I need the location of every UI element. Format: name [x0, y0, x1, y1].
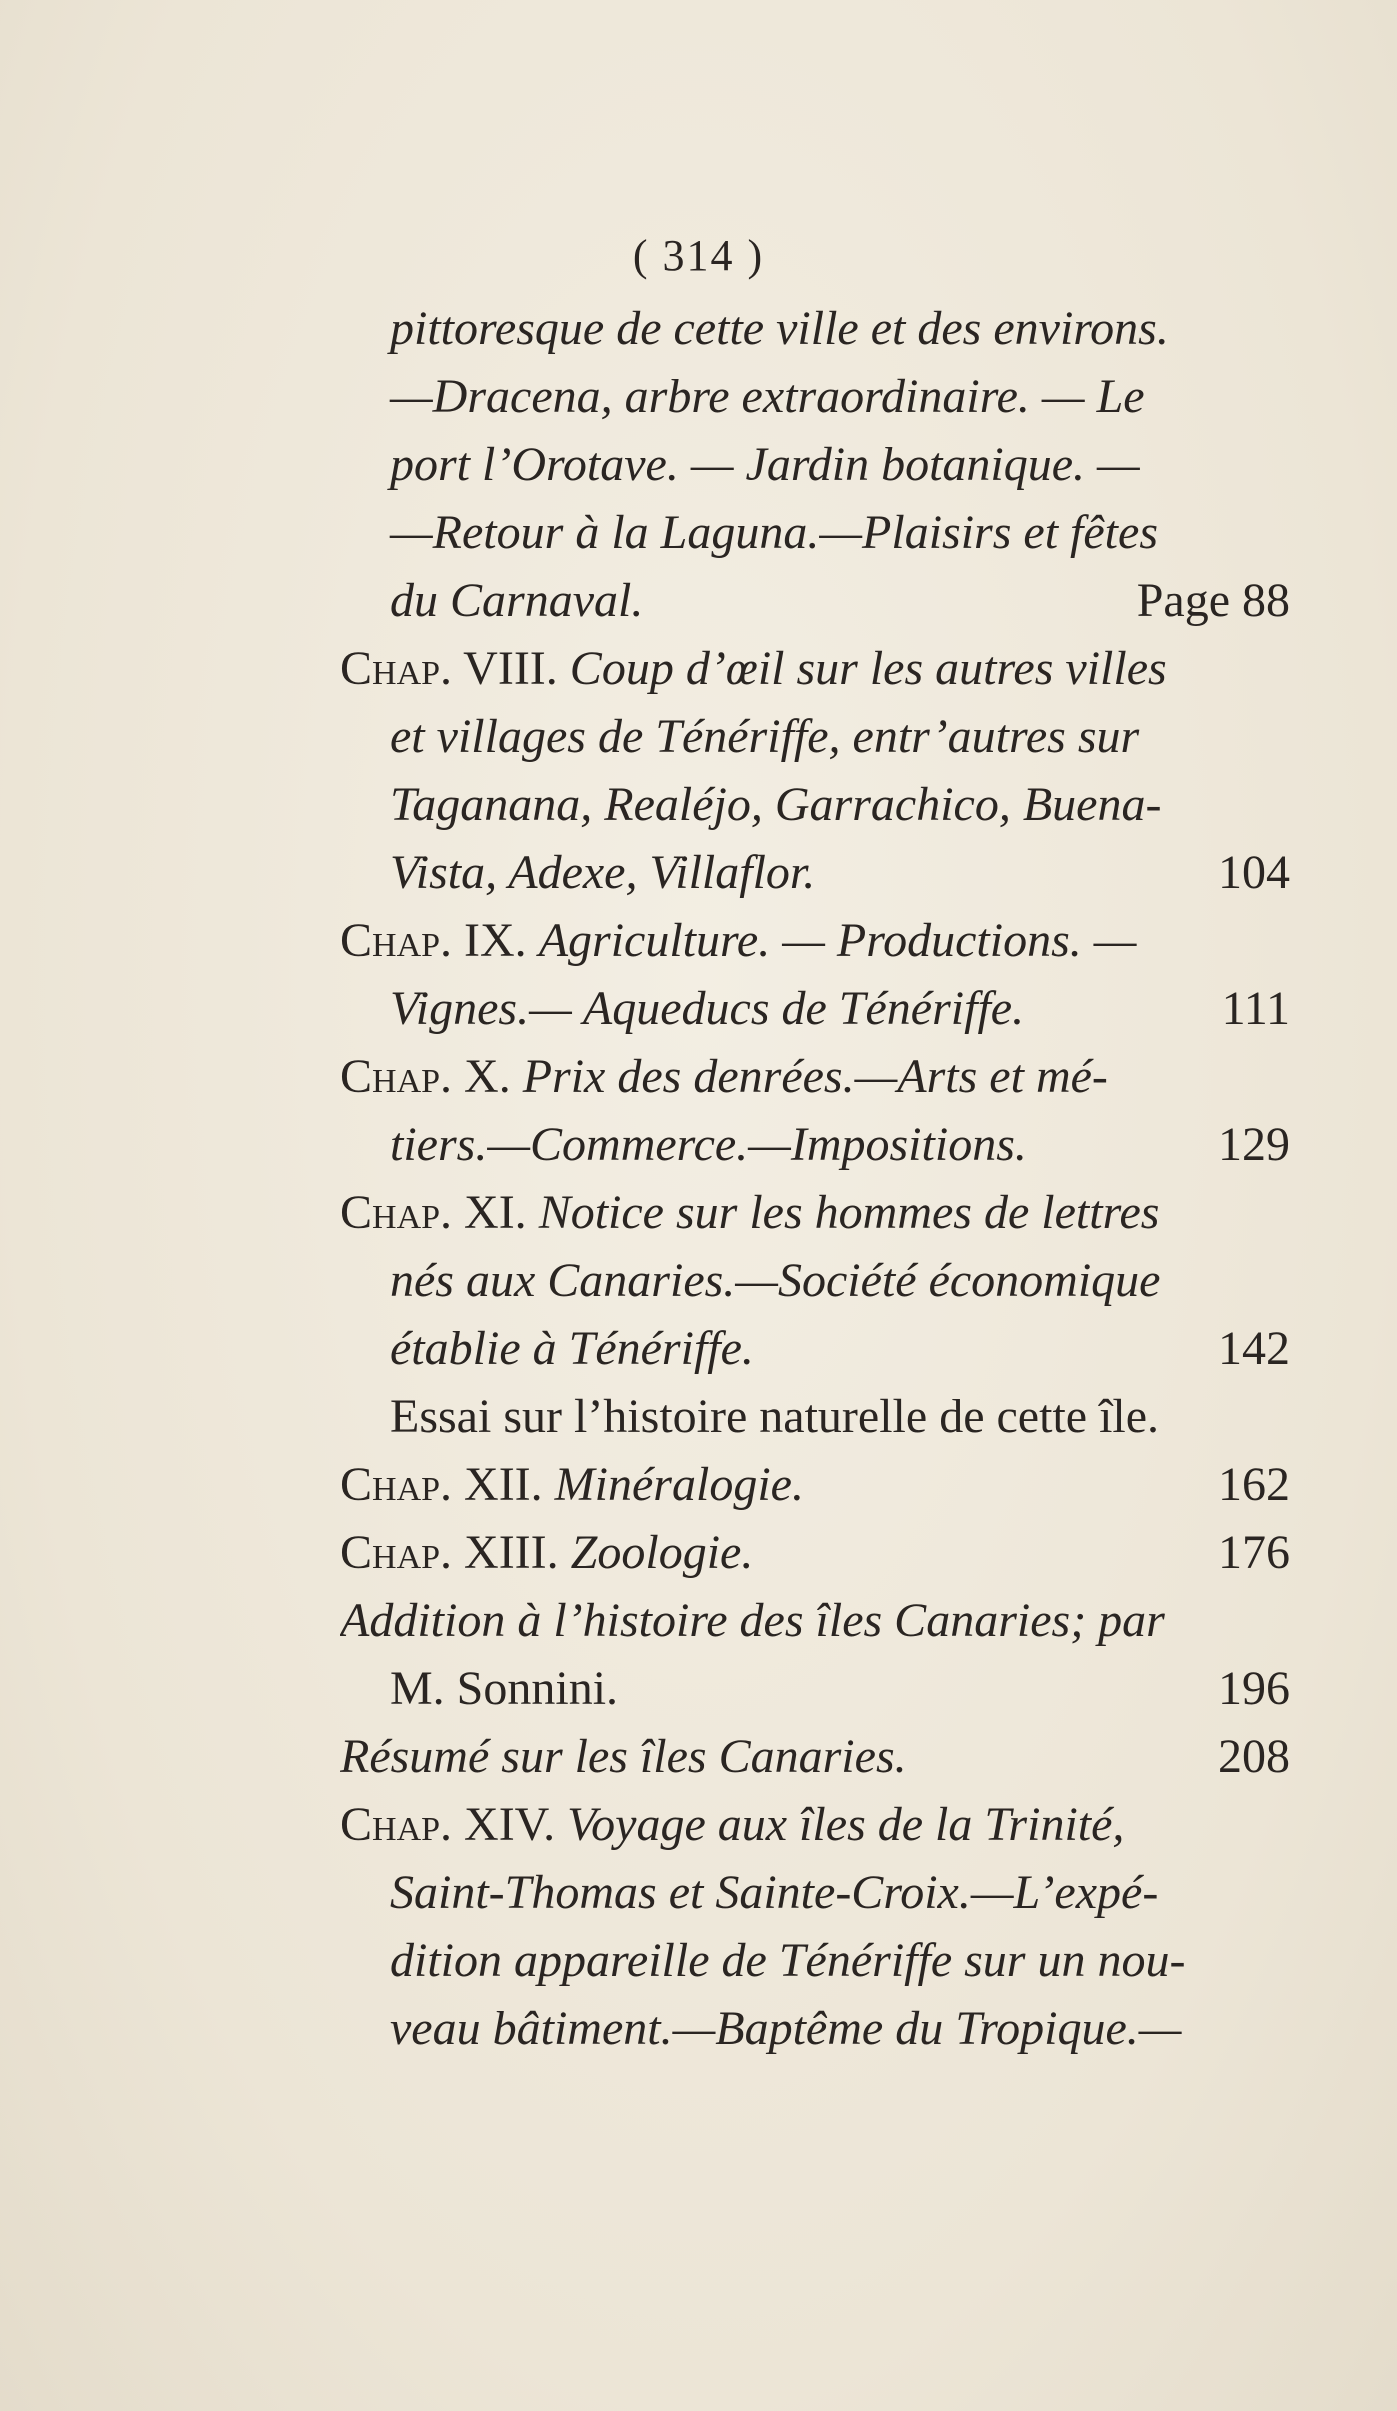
toc-line-text — [340, 1587, 1165, 1655]
toc-line — [340, 1655, 1290, 1723]
toc-line — [340, 771, 1290, 839]
entry-title: Taganana, Realéjo, Garrachico, Buena- — [390, 778, 1162, 831]
entry-title: port l’Orotave. — Jardin botanique. — — [390, 438, 1140, 491]
chapter-label: Chap. X. — [340, 1050, 511, 1103]
entry-title: Coup d’œil sur les autres villes — [569, 642, 1167, 695]
toc-line-text — [340, 1179, 1159, 1247]
toc-line — [340, 567, 1290, 635]
entry-title: Minéralogie. — [554, 1458, 804, 1511]
entry-title: pittoresque de cette ville et des environs. — [390, 302, 1169, 355]
toc-line — [340, 1451, 1290, 1519]
page-reference: 208 — [1218, 1730, 1290, 1783]
chapter-label: Chap. IX. — [340, 914, 527, 967]
entry-title: du Carnaval. — [390, 574, 644, 627]
toc-line — [340, 1927, 1290, 1995]
toc-line-text — [390, 1927, 1185, 1995]
toc-line-text — [390, 567, 643, 635]
entry-title: Addition à l’histoire des îles Canaries; par — [340, 1594, 1165, 1647]
toc-line — [340, 839, 1290, 907]
toc-line-text — [390, 1247, 1160, 1315]
table-of-contents — [340, 295, 1290, 2063]
entry-title: dition appareille de Ténériffe sur un nou- — [390, 1934, 1186, 1987]
entry-title: veau bâtiment.—Baptême du Tropique.— — [390, 2002, 1182, 2055]
toc-line-text — [390, 703, 1139, 771]
toc-line — [340, 499, 1290, 567]
toc-line-text — [390, 839, 815, 907]
toc-line-text — [340, 1791, 1124, 1859]
entry-title: Vista, Adexe, Villaflor. — [390, 846, 816, 899]
page-reference: Page 88 — [1136, 574, 1290, 627]
entry-title: Voyage aux îles de la Trinité, — [567, 1798, 1125, 1851]
page-reference: 176 — [1218, 1526, 1290, 1579]
toc-line-text — [390, 1315, 754, 1383]
toc-line-text — [390, 431, 1140, 499]
toc-line — [340, 1043, 1290, 1111]
chapter-label: Chap. XI. — [340, 1186, 527, 1239]
page-reference: 104 — [1218, 846, 1290, 899]
entry-title: Notice sur les hommes de lettres — [538, 1186, 1160, 1239]
page-reference: 162 — [1218, 1458, 1290, 1511]
toc-line-text — [340, 907, 1136, 975]
toc-line — [340, 975, 1290, 1043]
entry-title: Prix des denrées.—Arts et mé- — [522, 1050, 1108, 1103]
toc-line — [340, 1995, 1290, 2063]
toc-line-text — [340, 1519, 753, 1587]
entry-title: Saint-Thomas et Sainte-Croix.—L’expé- — [390, 1866, 1159, 1919]
entry-title: tiers.—Commerce.—Impositions. — [390, 1118, 1027, 1171]
toc-line-text — [390, 1111, 1027, 1179]
toc-line — [340, 1519, 1290, 1587]
toc-line — [340, 1247, 1290, 1315]
toc-line-text — [390, 1655, 618, 1723]
entry-title: et villages de Ténériffe, entr’autres sur — [390, 710, 1140, 763]
entry-title: —Dracena, arbre extraordinaire. — Le — [390, 370, 1145, 423]
toc-line — [340, 1315, 1290, 1383]
toc-line — [340, 431, 1290, 499]
toc-line-text — [390, 1383, 1159, 1451]
entry-title: Agriculture. — Productions. — — [538, 914, 1137, 967]
toc-line — [340, 1587, 1290, 1655]
page-reference: 129 — [1218, 1118, 1290, 1171]
entry-title: Essai sur l’histoire naturelle de cette île. — [390, 1390, 1160, 1443]
entry-title: nés aux Canaries.—Société économique — [390, 1254, 1161, 1307]
toc-line-text — [390, 975, 1024, 1043]
toc-line — [340, 1791, 1290, 1859]
toc-line-text — [390, 363, 1145, 431]
chapter-label: Chap. VIII. — [340, 642, 558, 695]
toc-line — [340, 1179, 1290, 1247]
toc-line — [340, 907, 1290, 975]
toc-line — [340, 1723, 1290, 1791]
toc-line-text — [340, 1723, 907, 1791]
entry-title: —Retour à la Laguna.—Plaisirs et fêtes — [390, 506, 1158, 559]
toc-line-text — [390, 1995, 1181, 2063]
toc-line-text — [340, 1043, 1108, 1111]
chapter-label: Chap. XII. — [340, 1458, 543, 1511]
toc-line — [340, 1111, 1290, 1179]
page-number: ( 314 ) — [632, 231, 765, 280]
chapter-label: Chap. XIV. — [340, 1798, 556, 1851]
page-reference: 111 — [1221, 982, 1290, 1035]
toc-line-text — [390, 499, 1158, 567]
entry-title: Résumé sur les îles Canaries. — [340, 1730, 907, 1783]
toc-line — [340, 1859, 1290, 1927]
toc-line — [340, 1383, 1290, 1451]
toc-line-text — [340, 635, 1167, 703]
entry-title: M. Sonnini. — [390, 1662, 619, 1715]
page-reference: 196 — [1218, 1662, 1290, 1715]
toc-line-text — [390, 771, 1161, 839]
toc-line — [340, 635, 1290, 703]
toc-line-text — [340, 1451, 804, 1519]
entry-title: établie à Ténériffe. — [390, 1322, 754, 1375]
toc-line — [340, 703, 1290, 771]
toc-line-text — [390, 1859, 1158, 1927]
page-reference: 142 — [1218, 1322, 1290, 1375]
entry-title: Vignes.— Aqueducs de Ténériffe. — [390, 982, 1025, 1035]
chapter-label: Chap. XIII. — [340, 1526, 559, 1579]
toc-line — [340, 295, 1290, 363]
entry-title: Zoologie. — [570, 1526, 754, 1579]
toc-line — [340, 363, 1290, 431]
toc-line-text — [390, 295, 1169, 363]
